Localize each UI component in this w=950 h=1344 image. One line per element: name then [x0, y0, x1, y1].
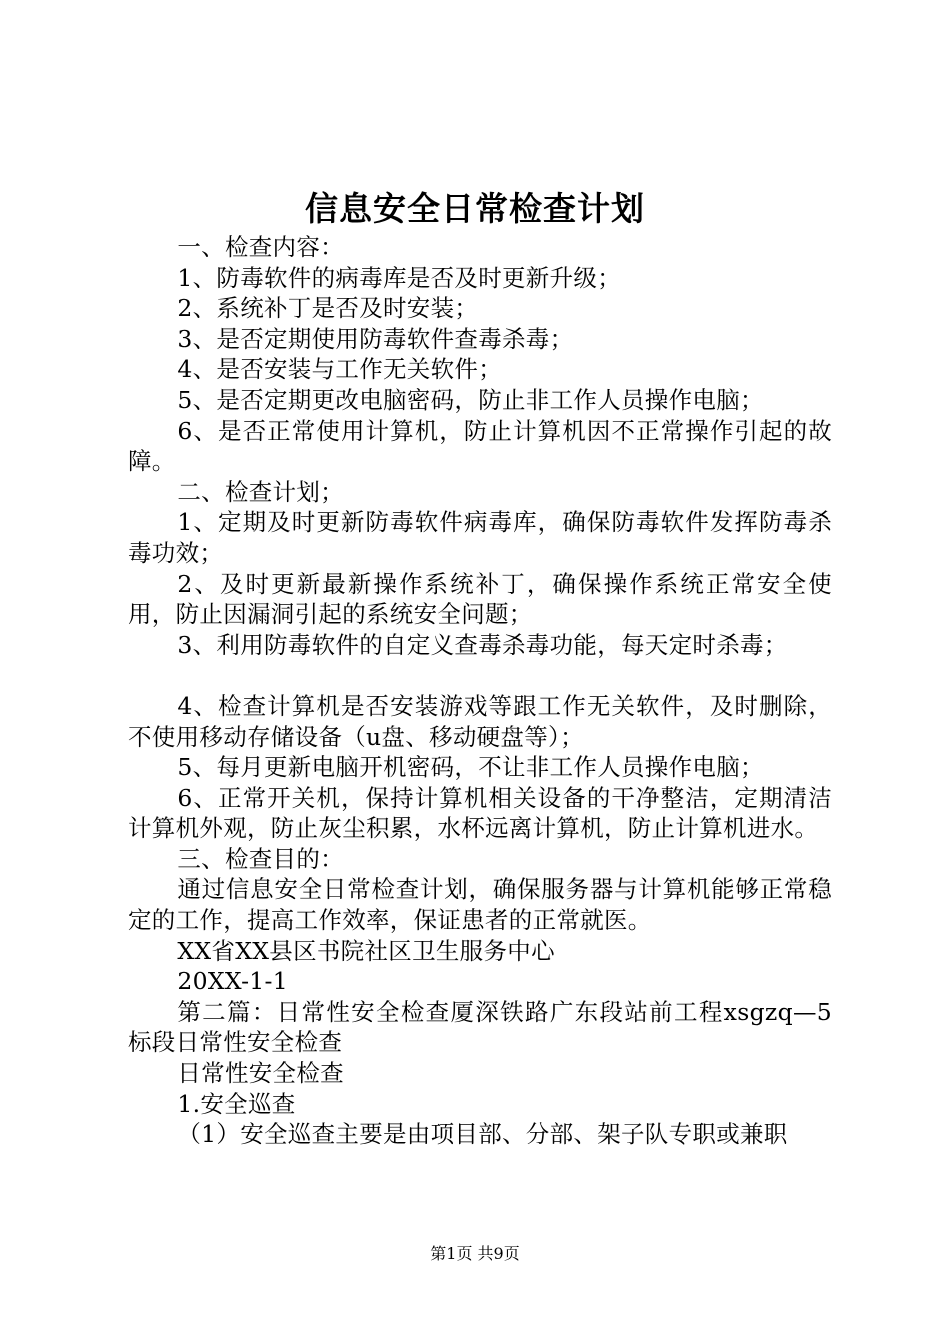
organization-name: XX省XX县区书院社区卫生服务中心 — [177, 936, 555, 965]
section-heading: 1.安全巡查 — [177, 1089, 296, 1118]
paragraph: 1、防毒软件的病毒库是否及时更新升级； — [177, 263, 621, 292]
paragraph: 4、检查计算机是否安装游戏等跟工作无关软件，及时删除，不使用移动存储设备（u盘、移动硬盘等）； — [128, 691, 832, 751]
paragraph: 2、系统补丁是否及时安装； — [177, 294, 479, 323]
paragraph: 5、是否定期更改电脑密码，防止非工作人员操作电脑； — [177, 385, 764, 414]
section-heading: 一、检查内容： — [177, 233, 344, 261]
paragraph: 5、每月更新电脑开机密码，不让非工作人员操作电脑； — [177, 753, 764, 782]
paragraph: 6、是否正常使用计算机，防止计算机因不正常操作引起的故障。 — [128, 416, 832, 476]
paragraph: 2、及时更新最新操作系统补丁，确保操作系统正常安全使用，防止因漏洞引起的系统安全问题； — [128, 569, 832, 629]
paragraph: 3、利用防毒软件的自定义查毒杀毒功能，每天定时杀毒； — [177, 630, 788, 659]
paragraph: 1、定期及时更新防毒软件病毒库，确保防毒软件发挥防毒杀毒功效； — [128, 508, 832, 567]
paragraph: 6、正常开关机，保持计算机相关设备的干净整洁，定期清洁计算机外观，防止灰尘积累，水杯远离计算机，防止计算机进水。 — [128, 783, 832, 843]
section-heading: 二、检查计划； — [177, 477, 344, 506]
page-footer: 第1页 共9页 — [430, 1244, 520, 1263]
section-heading: 日常性安全检查 — [177, 1059, 344, 1088]
document-title: 信息安全日常检查计划 — [305, 189, 645, 228]
document-body — [128, 232, 832, 1150]
document-date: 20XX-1-1 — [177, 967, 289, 996]
section-heading: 三、检查目的： — [177, 844, 344, 873]
paragraph: 通过信息安全日常检查计划，确保服务器与计算机能够正常稳定的工作，提高工作效率，保证患者的正常就医。 — [128, 875, 832, 935]
paragraph: 3、是否定期使用防毒软件查毒杀毒； — [177, 324, 574, 353]
paragraph: 4、是否安装与工作无关软件； — [177, 355, 502, 384]
paragraph: 第二篇：日常性安全检查厦深铁路广东段站前工程xsgzq—5标段日常性安全检查 — [128, 997, 832, 1057]
paragraph: （1）安全巡查主要是由项目部、分部、架子队专职或兼职 — [177, 1120, 788, 1149]
